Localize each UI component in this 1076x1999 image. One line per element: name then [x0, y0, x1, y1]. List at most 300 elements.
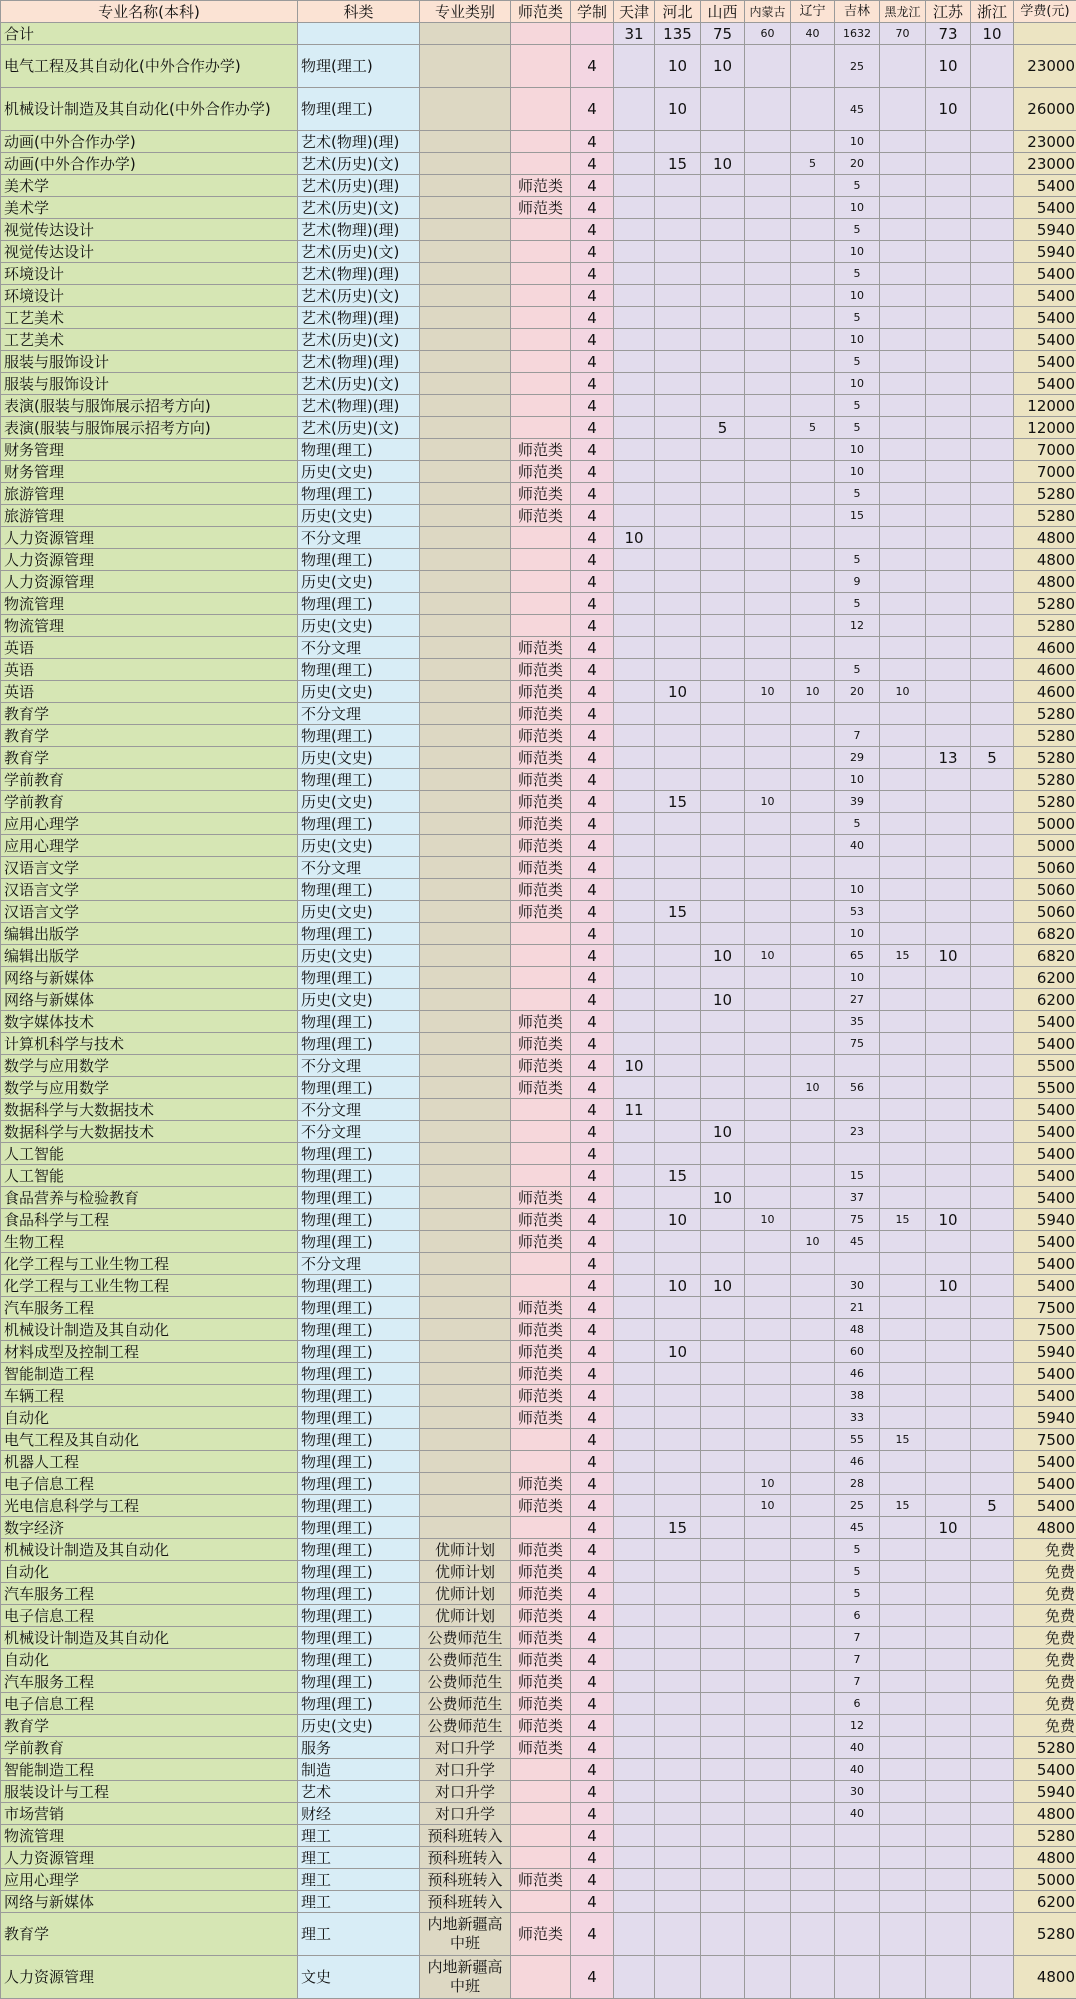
cell-duration: 4	[571, 1561, 614, 1583]
cell-heilongjiang	[880, 1649, 926, 1671]
cell-tianjin	[614, 813, 655, 835]
cell-major: 网络与新媒体	[1, 967, 298, 989]
cell-jilin	[835, 1869, 880, 1891]
cell-duration: 4	[571, 1649, 614, 1671]
cell-jilin: 9	[835, 571, 880, 593]
cell-major: 网络与新媒体	[1, 1891, 298, 1913]
cell-jilin: 5	[835, 263, 880, 285]
header-major: 专业名称(本科)	[1, 1, 298, 23]
cell-zhejiang	[971, 549, 1014, 571]
cell-neimenggu	[745, 527, 791, 549]
cell-category	[420, 307, 511, 329]
cell-liaoning	[791, 989, 835, 1011]
table-row	[1, 351, 1076, 373]
cell-hebei	[655, 1319, 701, 1341]
cell-major: 物流管理	[1, 615, 298, 637]
cell-zhejiang	[971, 1165, 1014, 1187]
cell-jiangsu	[926, 571, 971, 593]
cell-category	[420, 329, 511, 351]
cell-major: 化学工程与工业生物工程	[1, 1275, 298, 1297]
table-row	[1, 659, 1076, 681]
table-row	[1, 417, 1076, 439]
cell-liaoning	[791, 45, 835, 88]
cell-subject-type: 物理(理工)	[298, 1671, 420, 1693]
cell-tianjin	[614, 1143, 655, 1165]
cell-jiangsu	[926, 1649, 971, 1671]
table-row	[1, 945, 1076, 967]
cell-duration: 4	[571, 131, 614, 153]
cell-category	[420, 769, 511, 791]
cell-tianjin	[614, 879, 655, 901]
cell-jilin: 10	[835, 131, 880, 153]
cell-normal	[511, 1759, 571, 1781]
cell-zhejiang	[971, 703, 1014, 725]
table-row	[1, 879, 1076, 901]
cell-jilin: 53	[835, 901, 880, 923]
cell-tianjin	[614, 549, 655, 571]
cell-liaoning	[791, 1121, 835, 1143]
cell-zhejiang	[971, 989, 1014, 1011]
cell-hebei	[655, 483, 701, 505]
cell-tuition: 5280	[1014, 703, 1076, 725]
cell-tianjin	[614, 1956, 655, 1999]
cell-heilongjiang	[880, 1451, 926, 1473]
cell-tianjin	[614, 131, 655, 153]
cell-heilongjiang	[880, 1143, 926, 1165]
cell-heilongjiang	[880, 1363, 926, 1385]
cell-hebei	[655, 1825, 701, 1847]
cell-shanxi	[701, 285, 745, 307]
cell-subject-type: 不分文理	[298, 1055, 420, 1077]
cell-tianjin	[614, 1429, 655, 1451]
cell-jiangsu	[926, 263, 971, 285]
cell-jiangsu	[926, 373, 971, 395]
cell-normal: 师范类	[511, 1561, 571, 1583]
cell-jilin: 38	[835, 1385, 880, 1407]
cell-zhejiang	[971, 1143, 1014, 1165]
cell-hebei	[655, 879, 701, 901]
cell-duration: 4	[571, 1077, 614, 1099]
cell-duration: 4	[571, 219, 614, 241]
cell-zhejiang	[971, 1033, 1014, 1055]
cell-tuition: 23000	[1014, 153, 1076, 175]
cell-normal: 师范类	[511, 1209, 571, 1231]
cell-duration: 4	[571, 725, 614, 747]
cell-tuition: 5400	[1014, 1495, 1076, 1517]
cell-neimenggu	[745, 1825, 791, 1847]
cell-duration: 4	[571, 45, 614, 88]
cell-heilongjiang	[880, 505, 926, 527]
cell-tianjin	[614, 373, 655, 395]
cell-neimenggu	[745, 417, 791, 439]
cell-tuition: 免费	[1014, 1693, 1076, 1715]
cell-tianjin	[614, 1275, 655, 1297]
cell-jilin: 10	[835, 197, 880, 219]
cell-category	[420, 1451, 511, 1473]
cell-zhejiang	[971, 1869, 1014, 1891]
cell-duration: 4	[571, 1033, 614, 1055]
cell-heilongjiang	[880, 615, 926, 637]
table-row	[1, 175, 1076, 197]
cell-liaoning	[791, 1187, 835, 1209]
cell-tianjin	[614, 1693, 655, 1715]
cell-jilin: 5	[835, 593, 880, 615]
cell-shanxi	[701, 1803, 745, 1825]
cell-duration: 4	[571, 769, 614, 791]
cell-jilin: 25	[835, 1495, 880, 1517]
cell-zhejiang	[971, 1011, 1014, 1033]
cell-normal	[511, 1253, 571, 1275]
cell-jilin	[835, 703, 880, 725]
cell-normal	[511, 45, 571, 88]
cell-normal	[511, 373, 571, 395]
table-row	[1, 1956, 1076, 1999]
cell-hebei: 10	[655, 88, 701, 131]
cell-duration: 4	[571, 1781, 614, 1803]
cell-heilongjiang	[880, 395, 926, 417]
cell-tianjin	[614, 1451, 655, 1473]
cell-category	[420, 197, 511, 219]
cell-tuition: 5060	[1014, 901, 1076, 923]
cell-subject-type: 历史(文史)	[298, 461, 420, 483]
cell-jiangsu: 10	[926, 45, 971, 88]
cell-zhejiang	[971, 88, 1014, 131]
cell-subject-type: 物理(理工)	[298, 1627, 420, 1649]
cell-duration: 4	[571, 1627, 614, 1649]
cell-shanxi: 10	[701, 1121, 745, 1143]
cell-major: 机械设计制造及其自动化	[1, 1627, 298, 1649]
cell-hebei	[655, 1121, 701, 1143]
cell-subject-type: 物理(理工)	[298, 725, 420, 747]
cell-neimenggu	[745, 197, 791, 219]
cell-duration: 4	[571, 1055, 614, 1077]
cell-duration: 4	[571, 307, 614, 329]
cell-normal: 师范类	[511, 879, 571, 901]
cell-subject-type: 物理(理工)	[298, 1341, 420, 1363]
cell-shanxi	[701, 571, 745, 593]
cell-major: 财务管理	[1, 461, 298, 483]
cell-jiangsu	[926, 1583, 971, 1605]
cell-zhejiang	[971, 659, 1014, 681]
header-subject-type: 科类	[298, 1, 420, 23]
cell-zhejiang	[971, 1803, 1014, 1825]
cell-heilongjiang: 70	[880, 23, 926, 45]
table-row	[1, 1407, 1076, 1429]
cell-jilin: 7	[835, 1627, 880, 1649]
cell-duration: 4	[571, 549, 614, 571]
cell-jiangsu	[926, 1781, 971, 1803]
cell-zhejiang	[971, 725, 1014, 747]
table-row	[1, 88, 1076, 131]
cell-tuition: 4600	[1014, 681, 1076, 703]
cell-tianjin	[614, 989, 655, 1011]
table-row	[1, 1913, 1076, 1956]
cell-jilin: 39	[835, 791, 880, 813]
cell-category	[420, 1275, 511, 1297]
cell-neimenggu	[745, 1385, 791, 1407]
cell-neimenggu	[745, 835, 791, 857]
cell-category	[420, 1187, 511, 1209]
cell-zhejiang	[971, 1671, 1014, 1693]
cell-heilongjiang	[880, 131, 926, 153]
cell-liaoning	[791, 879, 835, 901]
table-row	[1, 1187, 1076, 1209]
cell-jilin: 35	[835, 1011, 880, 1033]
cell-tianjin	[614, 747, 655, 769]
cell-normal: 师范类	[511, 835, 571, 857]
cell-shanxi	[701, 1473, 745, 1495]
cell-major: 数学与应用数学	[1, 1077, 298, 1099]
cell-normal	[511, 1429, 571, 1451]
cell-liaoning	[791, 439, 835, 461]
cell-subject-type	[298, 23, 420, 45]
cell-shanxi	[701, 1495, 745, 1517]
cell-tianjin	[614, 1891, 655, 1913]
cell-category	[420, 1341, 511, 1363]
cell-normal	[511, 1956, 571, 1999]
cell-liaoning	[791, 1583, 835, 1605]
cell-category: 对口升学	[420, 1803, 511, 1825]
cell-tianjin	[614, 505, 655, 527]
cell-shanxi	[701, 1517, 745, 1539]
cell-duration: 4	[571, 1715, 614, 1737]
cell-liaoning	[791, 1385, 835, 1407]
cell-zhejiang	[971, 175, 1014, 197]
cell-jiangsu	[926, 1803, 971, 1825]
cell-category	[420, 88, 511, 131]
cell-major: 财务管理	[1, 439, 298, 461]
cell-neimenggu	[745, 1033, 791, 1055]
cell-tianjin	[614, 637, 655, 659]
cell-subject-type: 物理(理工)	[298, 1297, 420, 1319]
cell-normal	[511, 1099, 571, 1121]
cell-jilin: 5	[835, 351, 880, 373]
cell-neimenggu	[745, 1429, 791, 1451]
cell-jilin: 6	[835, 1605, 880, 1627]
cell-subject-type: 艺术(物理)(理)	[298, 351, 420, 373]
cell-hebei	[655, 1011, 701, 1033]
cell-duration: 4	[571, 351, 614, 373]
table-row	[1, 1561, 1076, 1583]
cell-shanxi	[701, 1209, 745, 1231]
cell-category	[420, 791, 511, 813]
cell-category	[420, 615, 511, 637]
table-row	[1, 1429, 1076, 1451]
cell-liaoning	[791, 1363, 835, 1385]
cell-neimenggu	[745, 659, 791, 681]
cell-jiangsu	[926, 659, 971, 681]
cell-subject-type: 物理(理工)	[298, 1385, 420, 1407]
cell-subject-type: 历史(文史)	[298, 571, 420, 593]
cell-hebei	[655, 615, 701, 637]
cell-normal: 师范类	[511, 659, 571, 681]
cell-zhejiang	[971, 439, 1014, 461]
cell-tuition: 5500	[1014, 1055, 1076, 1077]
cell-normal	[511, 967, 571, 989]
cell-tianjin	[614, 175, 655, 197]
cell-shanxi	[701, 923, 745, 945]
cell-neimenggu	[745, 1715, 791, 1737]
cell-major: 编辑出版学	[1, 945, 298, 967]
cell-jilin	[835, 527, 880, 549]
cell-jilin: 15	[835, 505, 880, 527]
cell-category	[420, 725, 511, 747]
table-row	[1, 1319, 1076, 1341]
cell-duration: 4	[571, 571, 614, 593]
cell-tianjin	[614, 417, 655, 439]
cell-tianjin	[614, 923, 655, 945]
cell-major: 教育学	[1, 747, 298, 769]
table-row	[1, 857, 1076, 879]
cell-duration: 4	[571, 659, 614, 681]
cell-subject-type: 物理(理工)	[298, 1429, 420, 1451]
cell-liaoning	[791, 1099, 835, 1121]
cell-jiangsu	[926, 1407, 971, 1429]
cell-hebei	[655, 593, 701, 615]
cell-duration: 4	[571, 1671, 614, 1693]
cell-jiangsu	[926, 1737, 971, 1759]
cell-subject-type: 不分文理	[298, 703, 420, 725]
cell-heilongjiang	[880, 1693, 926, 1715]
cell-tuition: 5400	[1014, 1011, 1076, 1033]
cell-heilongjiang	[880, 1956, 926, 1999]
cell-category	[420, 351, 511, 373]
cell-shanxi	[701, 131, 745, 153]
cell-normal	[511, 1165, 571, 1187]
cell-tuition: 免费	[1014, 1649, 1076, 1671]
cell-major: 人力资源管理	[1, 527, 298, 549]
cell-zhejiang	[971, 1363, 1014, 1385]
cell-neimenggu	[745, 1363, 791, 1385]
table-row	[1, 549, 1076, 571]
cell-heilongjiang	[880, 197, 926, 219]
cell-neimenggu	[745, 1055, 791, 1077]
cell-hebei: 15	[655, 791, 701, 813]
cell-category: 优师计划	[420, 1561, 511, 1583]
cell-jilin	[835, 1099, 880, 1121]
cell-normal: 师范类	[511, 1011, 571, 1033]
cell-shanxi	[701, 1099, 745, 1121]
cell-major: 机器人工程	[1, 1451, 298, 1473]
cell-tianjin	[614, 1407, 655, 1429]
cell-category	[420, 23, 511, 45]
cell-tuition: 5400	[1014, 197, 1076, 219]
table-row	[1, 1275, 1076, 1297]
cell-category	[420, 1231, 511, 1253]
cell-hebei	[655, 197, 701, 219]
cell-subject-type: 物理(理工)	[298, 483, 420, 505]
cell-major: 应用心理学	[1, 1869, 298, 1891]
header-liaoning: 辽宁	[791, 1, 835, 23]
cell-tuition: 5940	[1014, 219, 1076, 241]
cell-jilin: 12	[835, 615, 880, 637]
table-row	[1, 307, 1076, 329]
cell-neimenggu	[745, 1583, 791, 1605]
table-row	[1, 747, 1076, 769]
cell-neimenggu	[745, 131, 791, 153]
cell-zhejiang	[971, 263, 1014, 285]
cell-jiangsu	[926, 175, 971, 197]
cell-hebei: 10	[655, 1275, 701, 1297]
cell-tuition: 5400	[1014, 1187, 1076, 1209]
cell-tianjin	[614, 681, 655, 703]
cell-hebei: 10	[655, 681, 701, 703]
cell-duration: 4	[571, 1121, 614, 1143]
cell-tuition: 5280	[1014, 769, 1076, 791]
table-row	[1, 615, 1076, 637]
cell-heilongjiang	[880, 1825, 926, 1847]
cell-tuition: 7000	[1014, 439, 1076, 461]
cell-category	[420, 219, 511, 241]
cell-jiangsu	[926, 1033, 971, 1055]
cell-liaoning	[791, 593, 835, 615]
cell-jilin: 46	[835, 1451, 880, 1473]
cell-category	[420, 505, 511, 527]
cell-tianjin: 11	[614, 1099, 655, 1121]
cell-heilongjiang	[880, 88, 926, 131]
table-row	[1, 1803, 1076, 1825]
cell-shanxi	[701, 1385, 745, 1407]
cell-liaoning	[791, 549, 835, 571]
cell-heilongjiang	[880, 1055, 926, 1077]
cell-jilin: 29	[835, 747, 880, 769]
cell-category	[420, 1517, 511, 1539]
cell-neimenggu: 10	[745, 1473, 791, 1495]
cell-duration: 4	[571, 1869, 614, 1891]
cell-hebei	[655, 417, 701, 439]
cell-major: 应用心理学	[1, 835, 298, 857]
cell-subject-type: 物理(理工)	[298, 967, 420, 989]
cell-category	[420, 857, 511, 879]
cell-hebei	[655, 1495, 701, 1517]
cell-zhejiang	[971, 45, 1014, 88]
cell-shanxi: 75	[701, 23, 745, 45]
cell-duration: 4	[571, 1517, 614, 1539]
cell-subject-type: 不分文理	[298, 527, 420, 549]
cell-heilongjiang	[880, 989, 926, 1011]
cell-zhejiang	[971, 505, 1014, 527]
cell-neimenggu	[745, 1605, 791, 1627]
cell-liaoning	[791, 901, 835, 923]
cell-jiangsu	[926, 131, 971, 153]
cell-neimenggu	[745, 373, 791, 395]
cell-jiangsu	[926, 637, 971, 659]
cell-heilongjiang	[880, 1077, 926, 1099]
cell-category	[420, 813, 511, 835]
table-row	[1, 197, 1076, 219]
header-jilin: 吉林	[835, 1, 880, 23]
table-row	[1, 1385, 1076, 1407]
cell-shanxi	[701, 1561, 745, 1583]
cell-tianjin	[614, 945, 655, 967]
cell-subject-type: 不分文理	[298, 1099, 420, 1121]
cell-liaoning	[791, 1803, 835, 1825]
cell-hebei: 135	[655, 23, 701, 45]
cell-category: 预科班转入	[420, 1891, 511, 1913]
cell-subject-type: 服务	[298, 1737, 420, 1759]
cell-subject-type: 物理(理工)	[298, 593, 420, 615]
cell-tuition: 4800	[1014, 1956, 1076, 1999]
cell-heilongjiang	[880, 1561, 926, 1583]
cell-major: 网络与新媒体	[1, 989, 298, 1011]
cell-hebei	[655, 1693, 701, 1715]
cell-category	[420, 1407, 511, 1429]
cell-zhejiang	[971, 879, 1014, 901]
cell-jilin: 7	[835, 1649, 880, 1671]
cell-jiangsu	[926, 219, 971, 241]
cell-heilongjiang	[880, 483, 926, 505]
header-jiangsu: 江苏	[926, 1, 971, 23]
